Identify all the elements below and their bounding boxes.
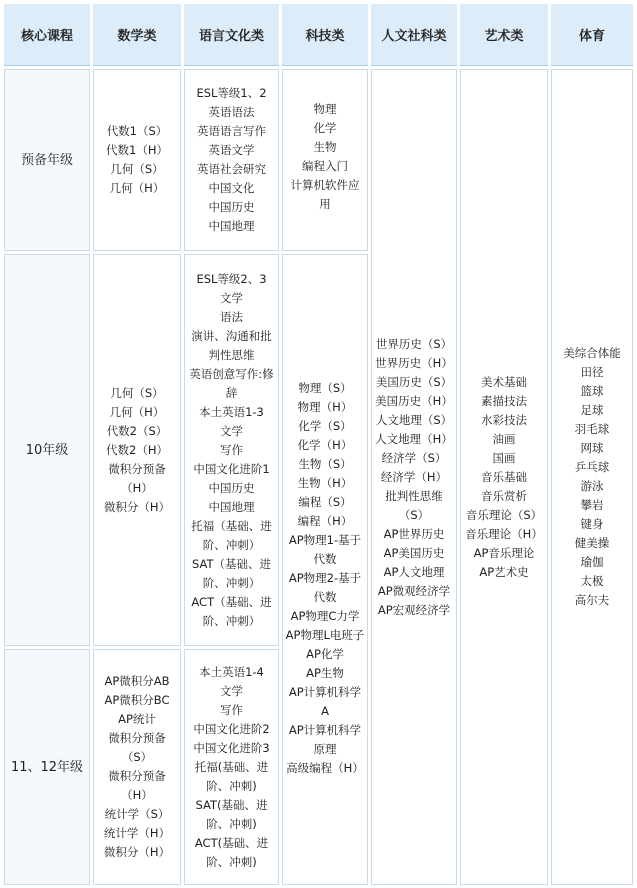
language-prep: ESL等级1、2 英语语法 英语语言写作 英语文学 英语社会研究 中国文化 中国历史 中国地理 [184,69,279,251]
curriculum-table [1,1,636,888]
tech-prep: 物理 化学 生物 编程入门 计算机软件应用 [282,69,368,251]
language-grade-11-12: 本土英语1-4 文学 写作 中国文化进阶2 中国文化进阶3 托福(基础、进阶、冲刺) SAT(基础、进阶、冲刺) ACT(基础、进阶、冲刺) [184,649,279,885]
header-language-culture: 语言文化类 [184,4,279,66]
header-math: 数学类 [93,4,181,66]
math-prep: 代数1（S） 代数1（H） 几何（S） 几何（H） [93,69,181,251]
grade-11-12: 11、12年级 [4,649,90,885]
header-arts: 艺术类 [460,4,548,66]
header-sports: 体育 [551,4,633,66]
header-science-tech: 科技类 [282,4,368,66]
header-core-course: 核心课程 [4,4,90,66]
header-row [4,4,633,66]
header-humanities: 人文社科类 [371,4,457,66]
tech-grade-10-12: 物理（S） 物理（H） 化学（S） 化学（H） 生物（S） 生物（H） 编程（S） 编程（H） AP物理1-基于代数 AP物理2-基于代数 AP物理C力学 AP物理L电班子 AP化学 AP生物 AP计算机科学A AP计算机科学原理 高级编程（H） [282,254,368,885]
grade-10: 10年级 [4,254,90,646]
grade-prep: 预备年级 [4,69,90,251]
language-grade-10: ESL等级2、3 文学 语法 演讲、沟通和批判性思维 英语创意写作:修辞 本土英语1-3 文学 写作 中国文化进阶1 中国历史 中国地理 托福（基础、进阶、冲刺） SAT（基础、进阶、冲刺） ACT（基础、进阶、冲刺） [184,254,279,646]
math-grade-10: 几何（S） 几何（H） 代数2（S） 代数2（H） 微积分预备 （H） 微积分（H） [93,254,181,646]
table-row [4,69,633,251]
math-grade-11-12: AP微积分AB AP微积分BC AP统计 微积分预备 （S） 微积分预备 （H） 统计学（S） 统计学（H） 微积分（H） [93,649,181,885]
arts-all-grades: 美术基础 素描技法 水彩技法 油画 国画 音乐基础 音乐赏析 音乐理论（S） 音乐理论（H） AP音乐理论 AP艺术史 [460,69,548,885]
humanities-all-grades: 世界历史（S） 世界历史（H） 美国历史（S） 美国历史（H） 人文地理（S） 人文地理（H） 经济学（S） 经济学（H） 批判性思维 （S） AP世界历史 AP美国历史 AP人文地理 AP微观经济学 AP宏观经济学 [371,69,457,885]
sports-all-grades: 美综合体能 田径 篮球 足球 羽毛球 网球 乒乓球 游泳 攀岩 键身 健美操 瑜伽 太极 高尔夫 [551,69,633,885]
